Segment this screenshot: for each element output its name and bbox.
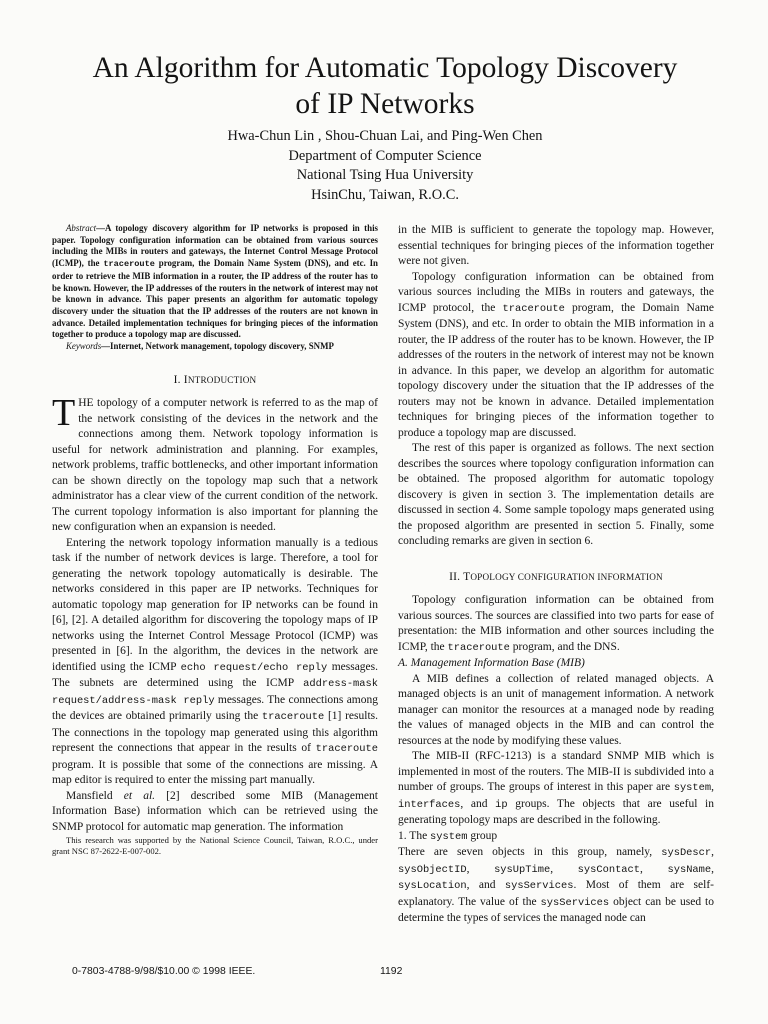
mib-paragraph-1: A MIB defines a collection of related managed objects. A managed objects is an unit of management information. A network manager can monitor the resources at a managed node by reading the values of managed objects in the MIB and can control the resources at the node by modifying these values. <box>398 672 714 747</box>
right-paragraph-3: The rest of this paper is organized as follows. The next section describes the sources where topology configuration information can be obtained. The proposed algorithm for automatic topology discovery is given in section 3. The implementation details are discussed in section 4. Some sample topology maps generated using the proposed algorithm are presented in section 5. Finally, some concluding remarks are given in section 6. <box>398 442 714 547</box>
abstract: Abstract—A topology discovery algorithm for IP networks is proposed in this paper. Topology configuration information can be obtained from various sources including the MIBs in routers and gateways, the Internet Control Message Protocol (ICMP), the traceroute program, the Domain Name System (DNS), and etc. In order to retrieve the MIB information in a router, the IP address of the router has to be known. However, the IP addresses of the routers in the network of interest may not be known in advance. This paper presents an algorithm for automatic topology discovery under the situation that the IP addresses of the routers are not known in advance. Detailed implementation techniques for bringing pieces of the information together to produce a topology map are discussed. <box>52 223 378 340</box>
intro-paragraph-2: Entering the network topology information manually is a tedious task if the number of network devices is large. Therefore, a tool for generating the network topology automatically is desirable. The networks considered in this paper are IP networks. Techniques for automatic topology map generation for IP networks can be found in [6], [2]. A detailed algorithm for discovering the topology maps of IP networks using the Internet Control Message Protocol (ICMP) was presented in [6]. In the algorithm, the devices in the network are identified using the ICMP echo request/echo reply messages. The subnets are determined using the ICMP address-mask request/address-mask reply messages. The connections among the devices are obtained primarily using the traceroute [1] results. The connections in the topology map generated using this algorithm represent the connections that appear in the results of traceroute program. It is possible that some of the connections are missing. A map editor is required to enter the missing part manually. <box>52 536 378 787</box>
affiliation-line: HsinChu, Taiwan, R.O.C. <box>311 186 459 203</box>
copyright-line: 0-7803-4788-9/98/$10.00 © 1998 IEEE. <box>72 966 256 977</box>
left-column <box>52 223 378 857</box>
footnote: This research was supported by the National Science Council, Taiwan, R.O.C., under grant NSC 87-2622-E-007-002. <box>52 835 378 857</box>
affiliation-line: Department of Computer Science <box>288 147 482 164</box>
subsection-heading-mib: A. Management Information Base (MIB) <box>398 657 585 669</box>
paper-title <box>40 50 730 122</box>
author-block <box>120 127 650 205</box>
title-line-1: An Algorithm for Automatic Topology Discovery <box>92 52 678 84</box>
mib-paragraph-2: The MIB-II (RFC-1213) is a standard SNMP MIB which is implemented in most of the routers. The MIB-II is subdivided into a number of groups. The groups of interest in this paper are system, interfaces, and ip groups. The objects that are useful in generating topology maps are described in the following. <box>398 750 714 826</box>
right-column <box>398 223 714 927</box>
list-item-system-group: 1. The system group <box>398 829 498 843</box>
keywords: Keywords—Internet, Network management, topology discovery, SNMP <box>66 341 334 352</box>
abstract-label: Abstract <box>66 223 97 233</box>
affiliation-line: National Tsing Hua University <box>296 167 474 183</box>
title-line-2: of IP Networks <box>295 88 475 120</box>
keywords-label: Keywords <box>66 341 102 352</box>
page-number: 1192 <box>380 966 403 977</box>
author-names: Hwa-Chun Lin , Shou-Chuan Lai, and Ping-Wen Chen <box>227 128 543 144</box>
intro-paragraph-3: Mansfield et al. [2] described some MIB (Management Information Base) information which can be retrieved using the SNMP protocol for automatic map generation. The information <box>52 789 378 833</box>
section2-paragraph-1: Topology configuration information can be obtained from various sources. The sources are classified into two parts for ease of presentation: the MIB information and other sources including the ICMP, the traceroute program, and the DNS. <box>398 594 714 654</box>
right-paragraph-2: Topology configuration information can be obtained from various sources including the MIBs in routers and gateways, the ICMP protocol, the traceroute program, the Domain Name System (DNS), and etc. In order to obtain the MIB information in a router, the IP address of the router has to be known. However, the IP addresses of the routers in the network of interest may not be known in advance. In this paper, we develop an algorithm for automatic topology discovery under the situation that the IP addresses of the routers may not be known in advance. Detailed implementation techniques for bringing pieces of the information together to produce a topology map are discussed. <box>398 270 714 439</box>
section-heading-topology-info: II. TOPOLOGY CONFIGURATION INFORMATION <box>449 570 663 583</box>
drop-cap: T <box>52 392 76 435</box>
section-heading-introduction: I. INTRODUCTION <box>173 373 257 386</box>
intro-paragraph-1: THE topology of a computer network is referred to as the map of the network consisting of the devices in the network and the connections among them. Network topology information is useful for network administration and planning. For examples, network problems, traffic bottlenecks, and other important information can be shown directly on the topology map such that a network administrator has a clear view of the current condition of the network. The current topology information is also important for planning the new configuration when an expansion is needed. <box>52 392 378 534</box>
right-paragraph-1: in the MIB is sufficient to generate the topology map. However, essential techniques for bringing pieces of the information together were not given. <box>398 224 714 267</box>
system-group-paragraph: There are seven objects in this group, namely, sysDescr, sysObjectID, sysUpTime, sysContact, sysName, sysLocation, and sysServices. Most of them are self-explanatory. The value of the sysServices object can be used to determine the types of services the managed node can <box>398 846 715 924</box>
